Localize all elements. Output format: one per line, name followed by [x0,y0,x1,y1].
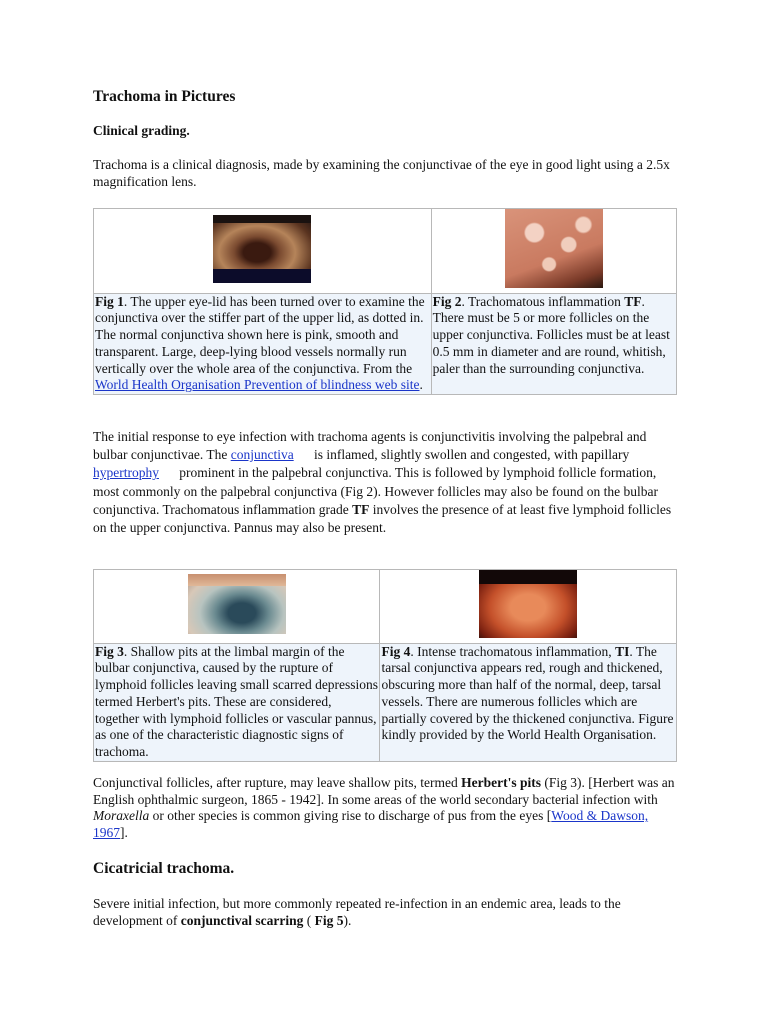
conjunctiva-link[interactable]: conjunctiva [230,447,294,463]
hypertrophy-link[interactable]: hypertrophy [93,465,159,481]
page-title: Trachoma in Pictures [93,88,236,105]
figure-3-photo [188,574,286,634]
figure-1-photo [213,215,311,283]
figure-2-image-cell [431,209,676,294]
paragraph-cicatricial: Severe initial infection, but more commonly repeated re-infection in an endemic area, leads to the development of conjunctival scarring ( Fig 5). [93,896,621,928]
figure-2-photo [505,209,603,288]
section-subtitle: Clinical grading. [93,123,190,138]
paragraph-herberts-pits: Conjunctival follicles, after rupture, may leave shallow pits, termed Herbert's pits (Fig 3). [Herbert was an English ophthalmic surgeon, 1865 - 1942]. In some areas of the world secondary bacterial infection with Moraxella or other species is common giving rise to discharge of pus from the eyes [Wood & Dawson, 1967]. [93,775,675,840]
figure-4-photo [479,570,577,638]
intro-paragraph: Trachoma is a clinical diagnosis, made by examining the conjunctivae of the eye in good light using a 2.5x magnification lens. [93,157,670,189]
who-prevention-of-blindness-link[interactable]: World Health Organisation Prevention of blindness web site [95,377,420,393]
figure-table-1 [93,208,677,395]
figure-3-image-cell [94,570,380,644]
figure-table-2 [93,569,677,762]
figure-3-caption: Fig 3. Shallow pits at the limbal margin of the bulbar conjunctiva, caused by the rupture of lymphoid follicles leaving small scarred depressions termed Herbert's pits. These are considered, together with lymphoid follicles or vascular pannus, as one of the characteristic diagnostic signs of trachoma. [94,643,380,761]
figure-4-image-cell [380,570,677,644]
wood-dawson-1967-link[interactable]: Wood & Dawson, 1967 [93,808,649,840]
figure-1-image-cell [94,209,432,294]
figure-2-caption: Fig 2. Trachomatous inflammation TF. There must be 5 or more follicles on the upper conjunctiva. Follicles must be at least 0.5 mm in diameter and are round, whitish, paler than the surrounding conjunctiva. [431,293,676,394]
section-heading-cicatricial: Cicatricial trachoma. [93,860,235,877]
figure-1-caption: Fig 1. The upper eye-lid has been turned over to examine the conjunctiva over the stiffer part of the upper lid, as dotted in. The normal conjunctiva shown here is pink, smooth and transparent. Large, deep-lying blood vessels normally run vertically over the whole area of the conjunctiva. From the World Health Organisation Prevention of blindness web site. [94,293,432,394]
figure-4-caption: Fig 4. Intense trachomatous inflammation, TI. The tarsal conjunctiva appears red, rough and thickened, obscuring more than half of the normal, deep, tarsal vessels. There are numerous follicles which are partially covered by the thickened conjunctiva. Figure kindly provided by the World Health Organisation. [380,643,677,761]
paragraph-initial-response: The initial response to eye infection with trachoma agents is conjunctivitis involving the palpebral and bulbar conjunctivae. The conjunctiva is inflamed, slightly swollen and congested, with papillary hypertrophy prominent in the palpebral conjunctiva. This is followed by lymphoid follicle formation, most commonly on the palpebral conjunctiva (Fig 2). However follicles may also be found on the bulbar conjunctiva. Trachomatous inflammation grade TF involves the presence of at least five lymphoid follicles on the upper conjunctiva. Pannus may also be present. [93,429,672,536]
